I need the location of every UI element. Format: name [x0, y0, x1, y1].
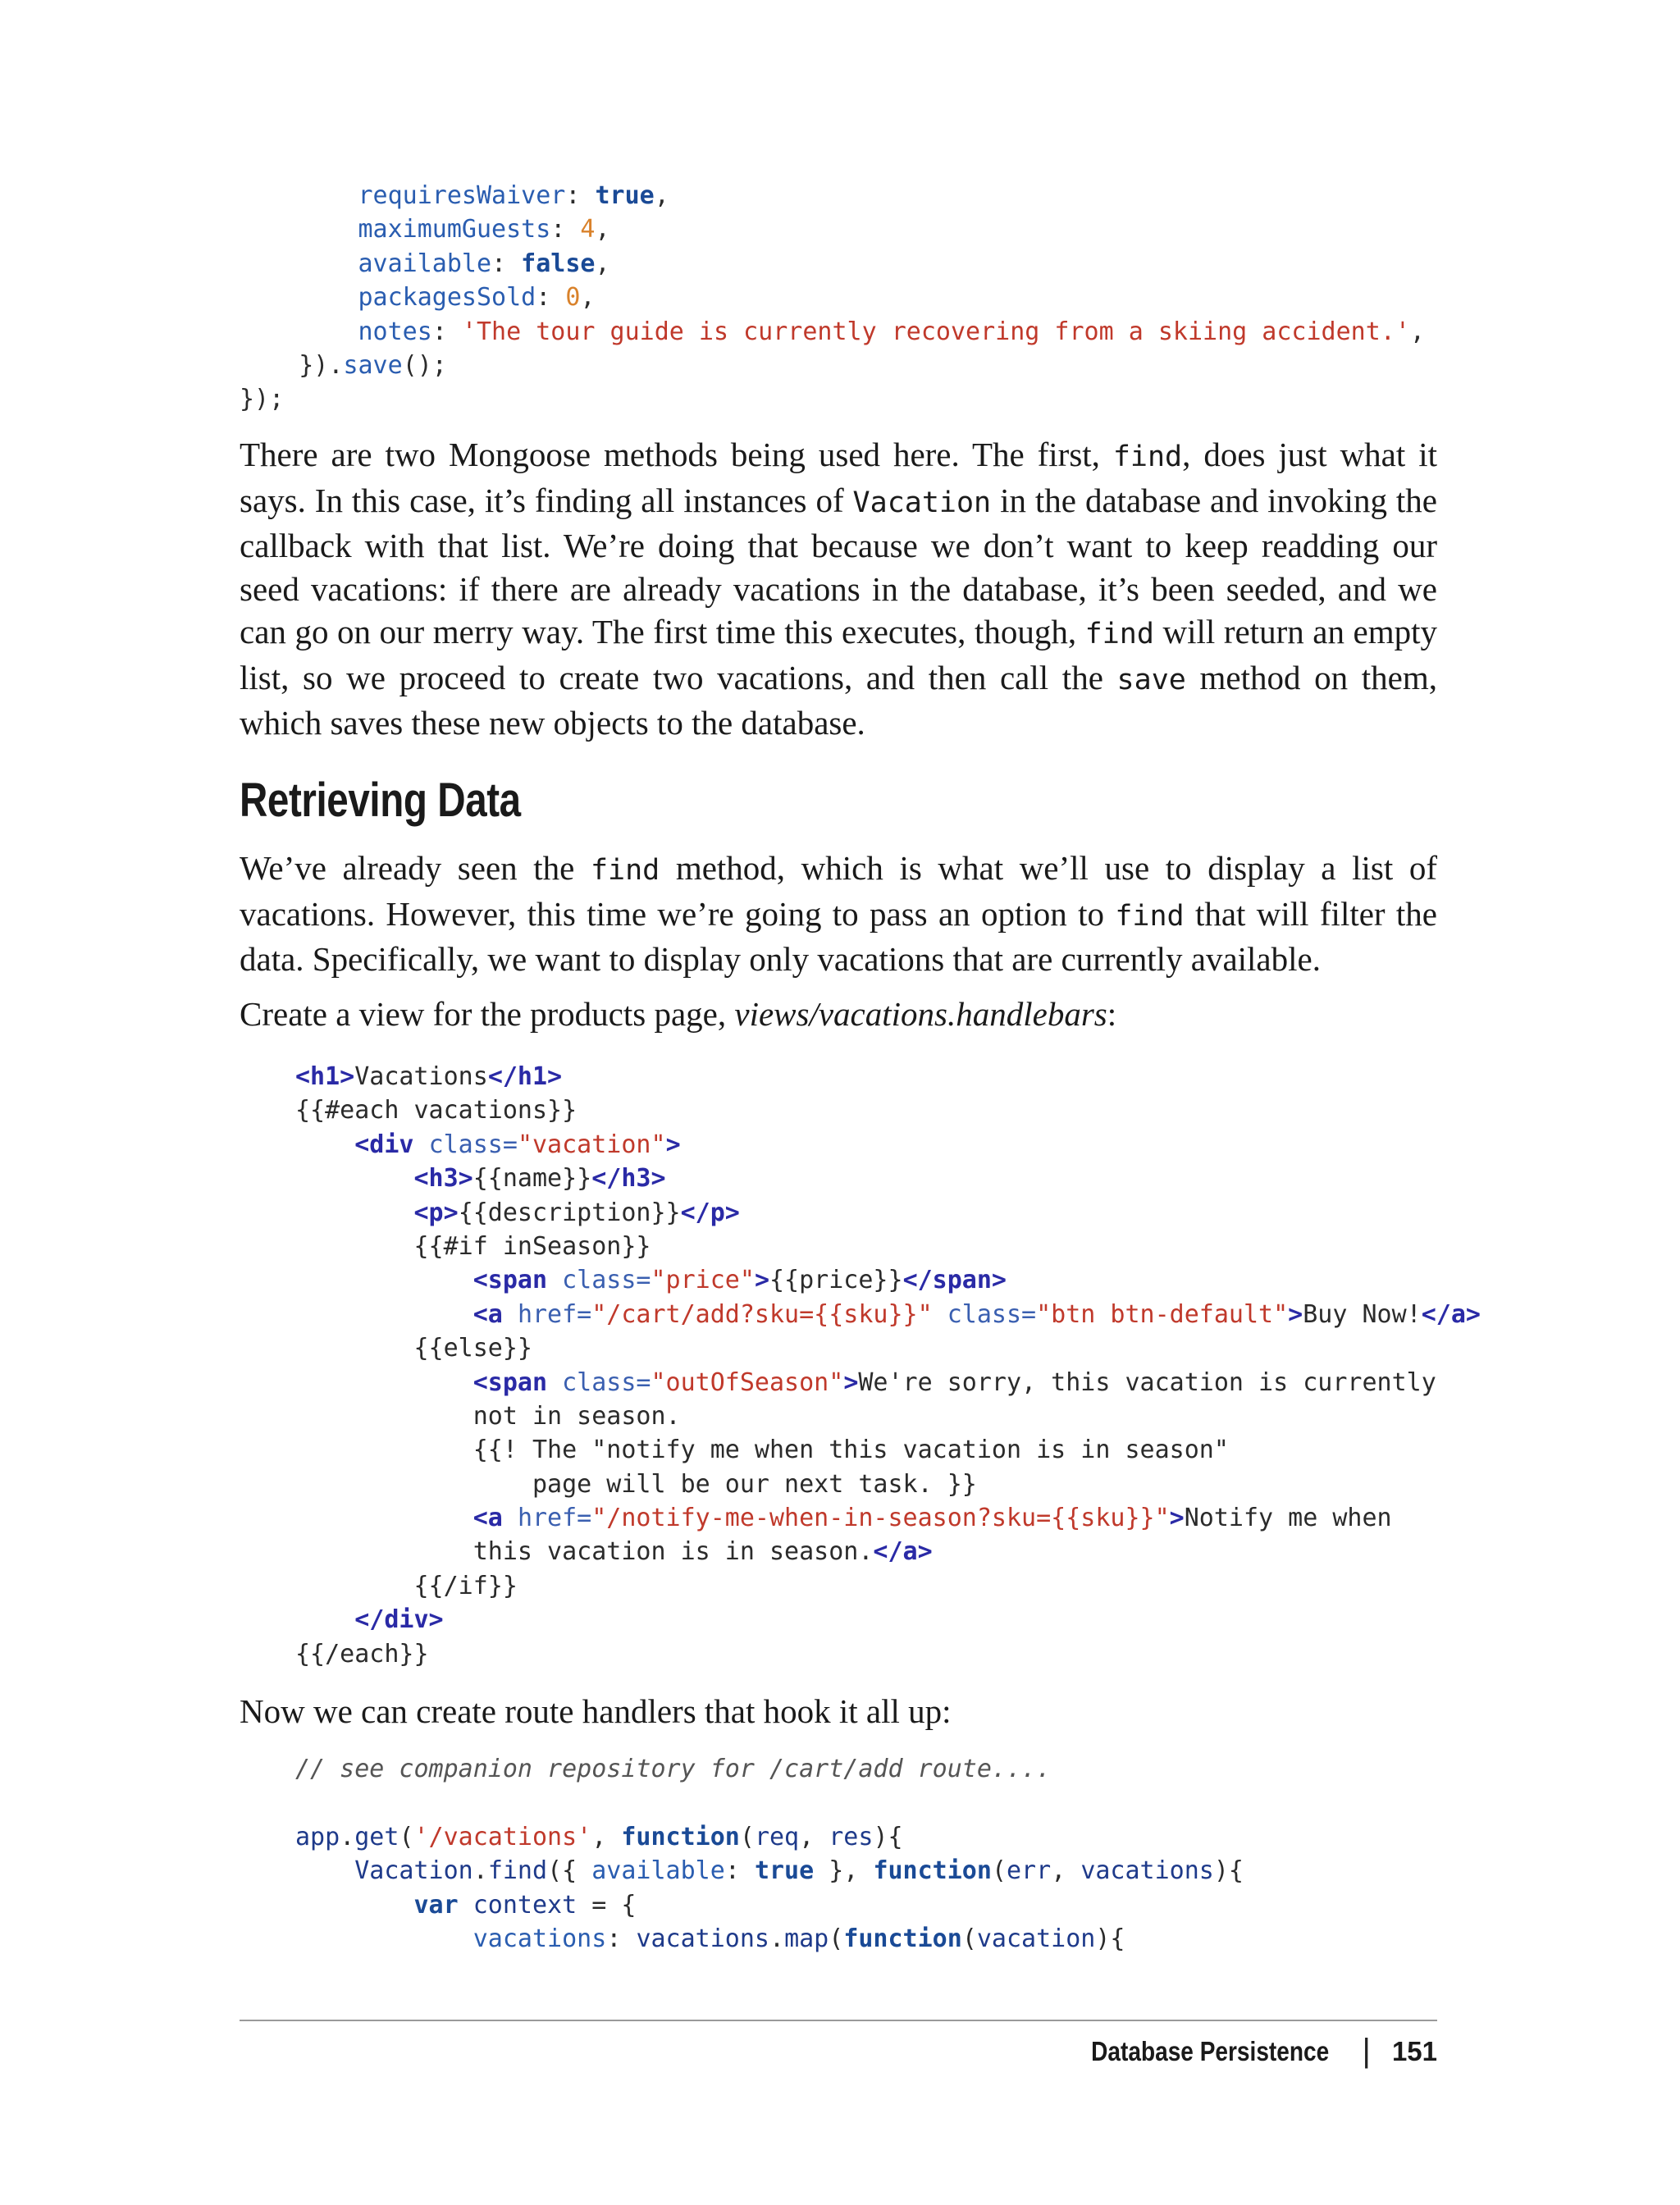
- inline-code: find: [590, 854, 660, 887]
- code-line: {{#if inSeason}}: [295, 1231, 651, 1261]
- text-run: Now we can create route handlers that hook it all up:: [240, 1692, 952, 1730]
- text-run: will return an empty list, so we proceed to create two vacations, and then call the: [240, 613, 1437, 696]
- code-line: <h1>Vacations</h1>: [295, 1062, 563, 1091]
- code-line: var context = {: [413, 1890, 637, 1920]
- inline-code: Vacation: [852, 486, 992, 519]
- text-run: There are two Mongoose methods being used here. The first,: [240, 436, 1113, 473]
- paragraph-create-view: [240, 993, 1437, 1036]
- code-line: <span class="price">{{price}}</span>: [472, 1266, 1007, 1295]
- paragraph-mongoose-methods: [240, 433, 1437, 745]
- code-line: {{/each}}: [295, 1639, 429, 1669]
- text-run: We’ve already seen the: [240, 849, 591, 887]
- section-heading: Retrieving Data: [240, 774, 521, 827]
- code-line: maximumGuests: 4,: [240, 215, 610, 244]
- inline-code: find: [1084, 618, 1154, 651]
- code-line: <p>{{description}}</p>: [413, 1198, 740, 1227]
- code-line: });: [240, 385, 285, 414]
- code-block-route-handler: [295, 1752, 1244, 1956]
- text-run: , does just what it says. In this case, it’s finding all instances of: [240, 436, 1437, 519]
- footer-chapter-title: Database Persistence: [1091, 2035, 1330, 2066]
- code-line: <div class="vacation">: [354, 1130, 681, 1159]
- code-line: not in season.: [295, 1401, 681, 1431]
- code-line: {{/if}}: [295, 1571, 518, 1600]
- code-line: notes: 'The tour guide is currently recovering from a skiing accident.',: [240, 317, 1425, 346]
- code-line: {{#each vacations}}: [295, 1096, 578, 1125]
- code-line: vacations: vacations.map(function(vacation){: [472, 1924, 1125, 1953]
- code-line: app.get('/vacations', function(req, res){: [295, 1822, 903, 1851]
- code-line: // see companion repository for /cart/add route....: [295, 1755, 1052, 1783]
- code-line: {{else}}: [295, 1334, 532, 1363]
- code-line: <h3>{{name}}</h3>: [413, 1164, 666, 1194]
- text-run: Create a view for the products page,: [240, 995, 735, 1033]
- text-run: method on them, which saves these new objects to the database.: [240, 658, 1438, 742]
- code-block-handlebars-view: [295, 1060, 1481, 1671]
- code-line: this vacation is in season.</a>: [295, 1537, 933, 1567]
- file-path: views/vacations.handlebars: [734, 995, 1107, 1033]
- text-run: that will filter the data. Specifically, we want to display only vacations that are currently available.: [240, 894, 1437, 978]
- paragraph-route-handlers: [240, 1690, 1437, 1733]
- inline-code: find: [1115, 899, 1185, 933]
- code-line: requiresWaiver: true,: [240, 181, 669, 210]
- inline-code: find: [1112, 441, 1183, 473]
- code-line: packagesSold: 0,: [240, 283, 596, 313]
- code-line: {{! The "notify me when this vacation is in season": [295, 1436, 1229, 1465]
- inline-code: save: [1116, 663, 1186, 696]
- text-run: :: [1107, 995, 1117, 1033]
- code-line: <a href="/cart/add?sku={{sku}}" class="btn btn-default">Buy Now!</a>: [472, 1299, 1481, 1329]
- text-run: in the database and invoking the callback with that list. We’re doing that because we don’t want to keep readding our seed vacations: if there are already vacations in the database, it’s been seeded, and we can go on our merry way. The first time this executes, though,: [240, 481, 1437, 651]
- code-line: }).save();: [240, 350, 447, 380]
- footer-separator: |: [1362, 2033, 1371, 2069]
- page-number: 151: [1391, 2035, 1437, 2066]
- code-line: <a href="/notify-me-when-in-season?sku={{sku}}">Notify me when: [472, 1504, 1392, 1533]
- code-line: [295, 1786, 1244, 1819]
- text-run: method, which is what we’ll use to display a list of vacations. However, this time we’re going to pass an option to: [240, 849, 1437, 933]
- paragraph-retrieving-data: [240, 847, 1437, 981]
- page-footer: [1049, 2033, 1437, 2070]
- footer-rule: [240, 2020, 1437, 2021]
- code-line: </div>: [354, 1605, 444, 1635]
- code-block-seed-data: [240, 179, 1425, 417]
- code-line: <span class="outOfSeason">We're sorry, this vacation is currently: [472, 1367, 1436, 1397]
- code-line: available: false,: [240, 249, 610, 278]
- code-line: Vacation.find({ available: true }, function(err, vacations){: [354, 1856, 1244, 1886]
- code-line: page will be our next task. }}: [295, 1469, 977, 1499]
